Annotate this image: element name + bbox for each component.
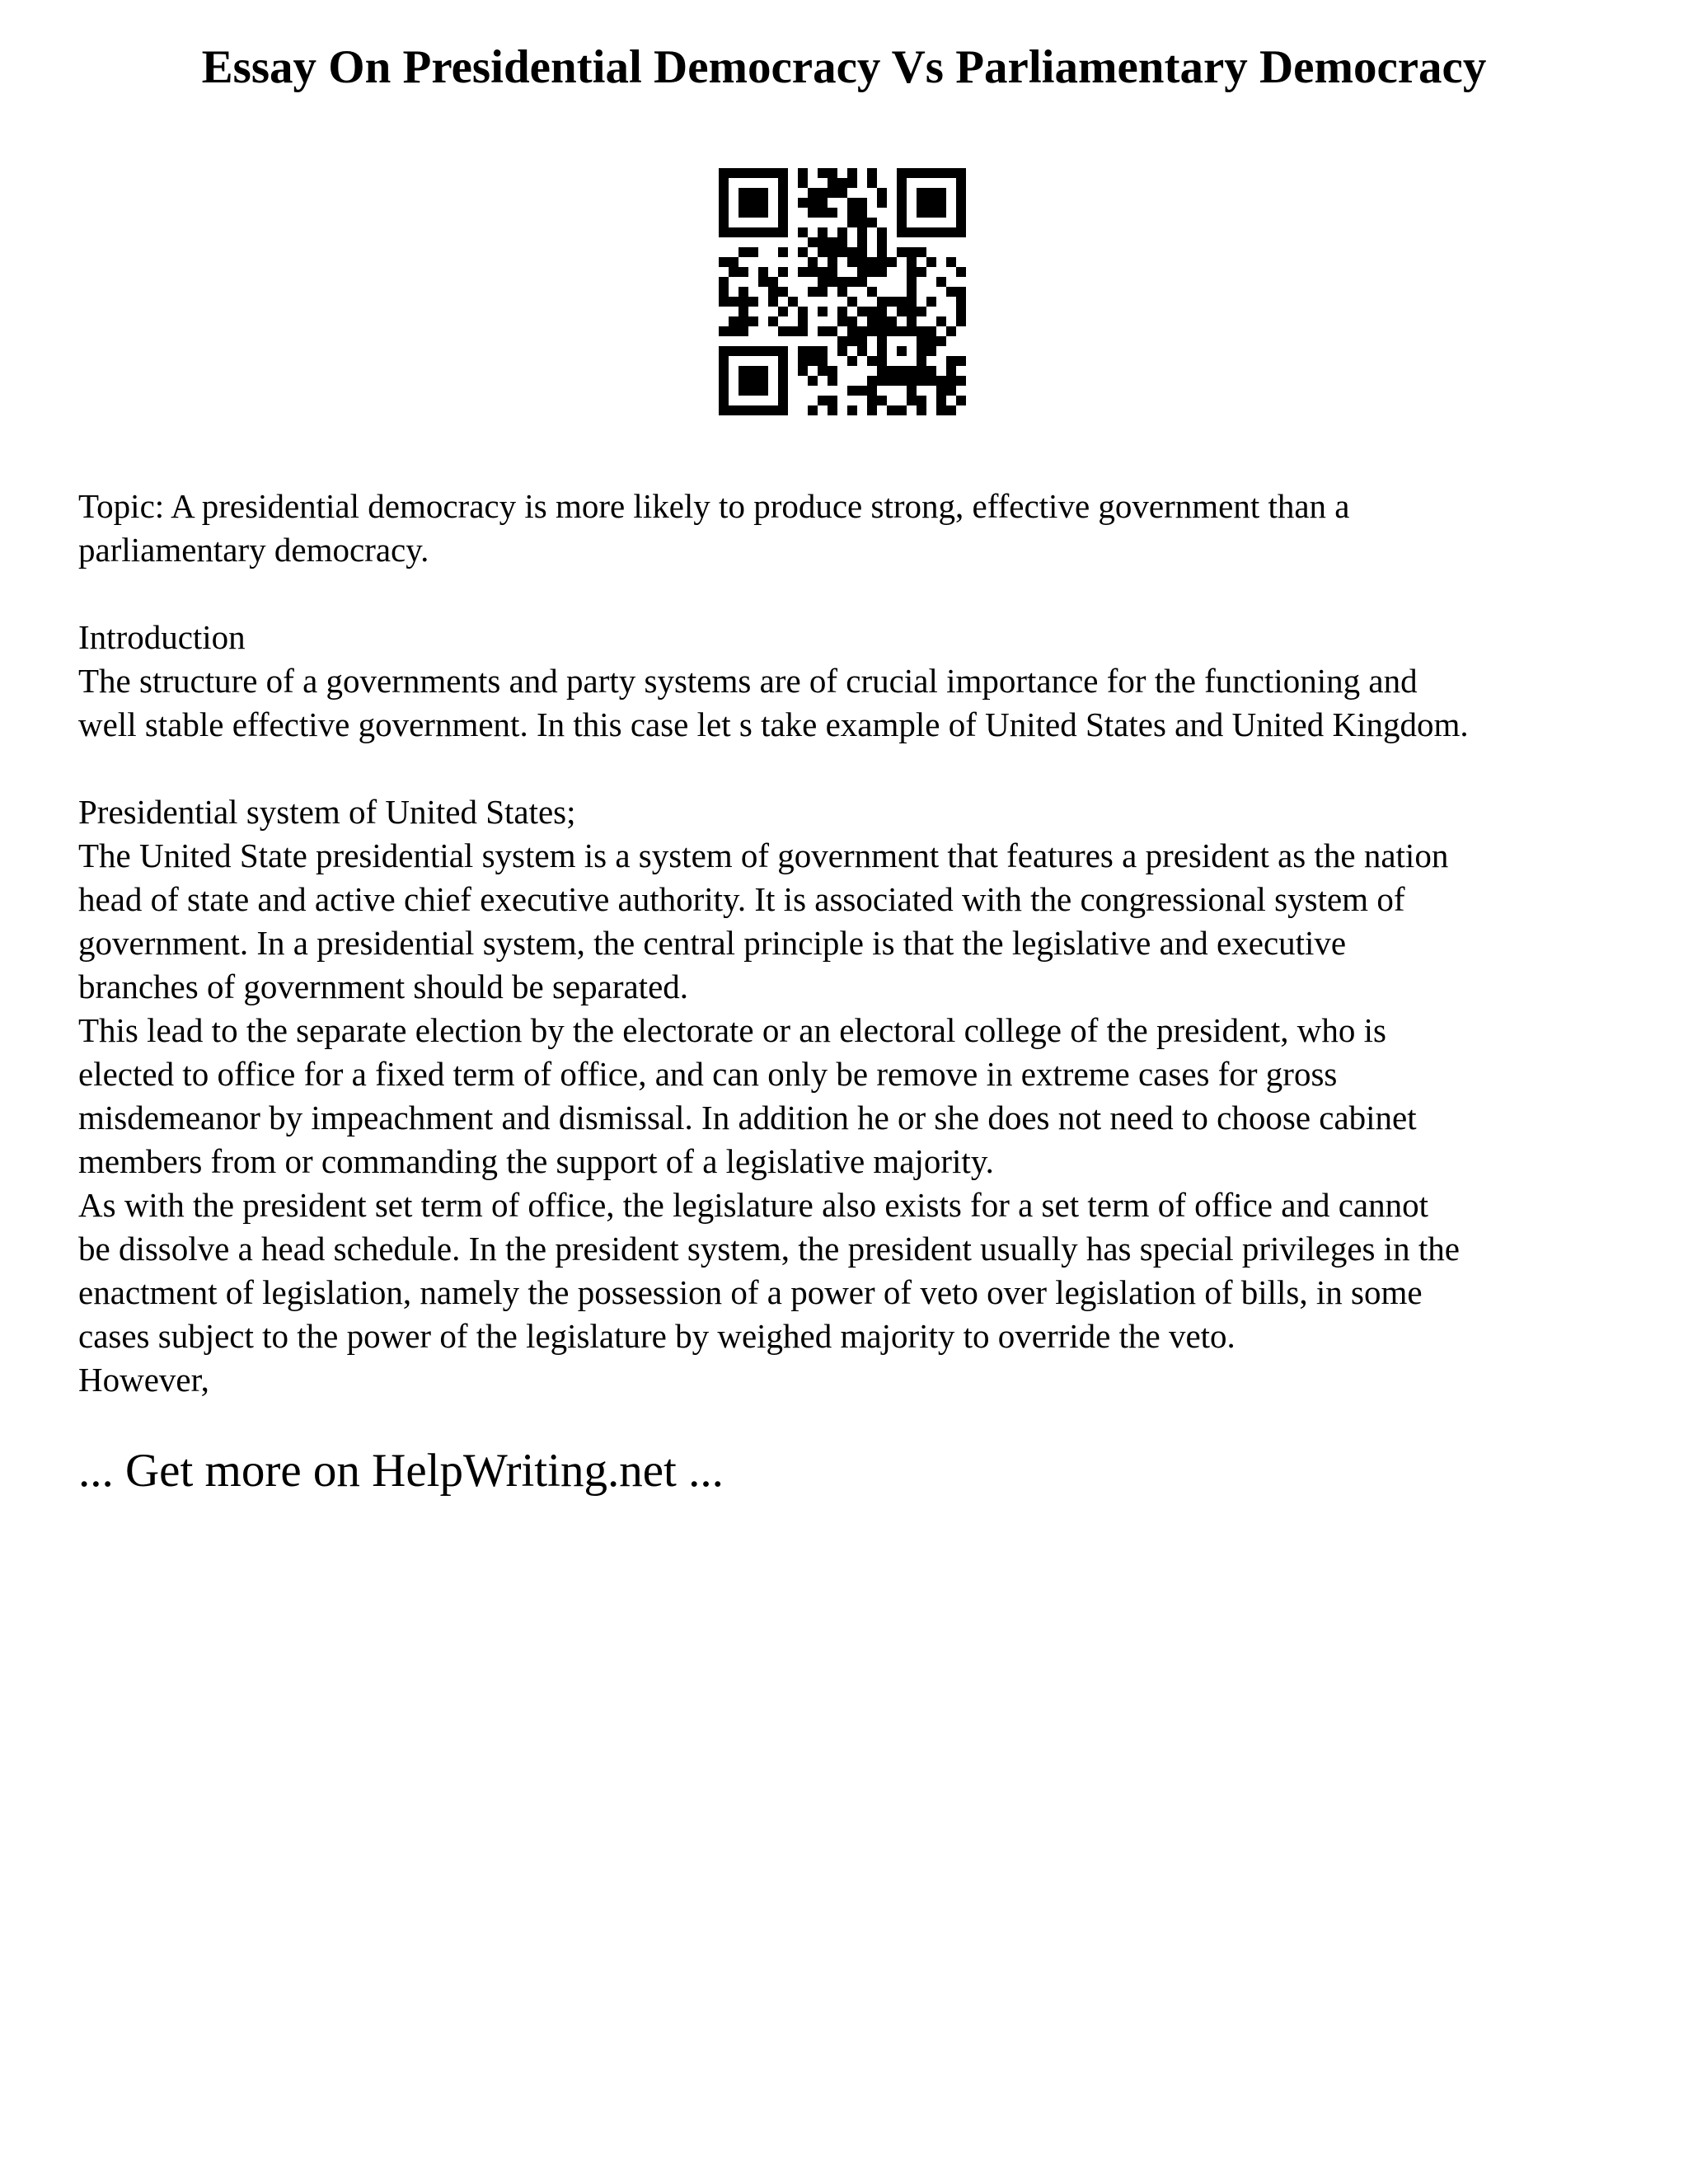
body-line: enactment of legislation, namely the possession of a power of veto over legislation of bills, in some bbox=[78, 1273, 1423, 1311]
body-line: elected to office for a fixed term of office, and can only be remove in extreme cases for gross bbox=[78, 1055, 1338, 1093]
qr-code-icon bbox=[719, 168, 966, 415]
section-heading-introduction: Introduction bbox=[78, 618, 246, 656]
essay-body bbox=[78, 485, 1628, 1402]
body-line: branches of government should be separated. bbox=[78, 968, 689, 1005]
body-line: cases subject to the power of the legislature by weighed majority to override the veto. bbox=[78, 1317, 1236, 1355]
body-line: well stable effective government. In this case let s take example of United States and United Kingdom. bbox=[78, 705, 1469, 743]
get-more-link[interactable]: ... Get more on HelpWriting.net ... bbox=[78, 1445, 724, 1497]
topic-line: parliamentary democracy. bbox=[78, 531, 429, 569]
topic-line: Topic: A presidential democracy is more likely to produce strong, effective government than a bbox=[78, 487, 1350, 525]
body-line: members from or commanding the support of a legislative majority. bbox=[78, 1142, 994, 1180]
body-line: However, bbox=[78, 1361, 209, 1399]
body-line: be dissolve a head schedule. In the president system, the president usually has special privileges in the bbox=[78, 1230, 1460, 1268]
body-line: The structure of a governments and party systems are of crucial importance for the functioning and bbox=[78, 662, 1418, 700]
body-line: head of state and active chief executive authority. It is associated with the congressional system of bbox=[78, 880, 1405, 918]
section-heading-presidential-system: Presidential system of United States; bbox=[78, 793, 576, 831]
body-line: As with the president set term of office, the legislature also exists for a set term of office and cannot bbox=[78, 1186, 1428, 1224]
body-line: This lead to the separate election by the electorate or an electoral college of the president, who is bbox=[78, 1011, 1386, 1049]
body-line: government. In a presidential system, the central principle is that the legislative and executive bbox=[78, 924, 1347, 962]
body-line: The United State presidential system is a system of government that features a president as the nation bbox=[78, 837, 1449, 874]
document-title: Essay On Presidential Democracy Vs Parliamentary Democracy bbox=[201, 41, 1487, 93]
body-line: misdemeanor by impeachment and dismissal. In addition he or she does not need to choose cabinet bbox=[78, 1099, 1417, 1137]
